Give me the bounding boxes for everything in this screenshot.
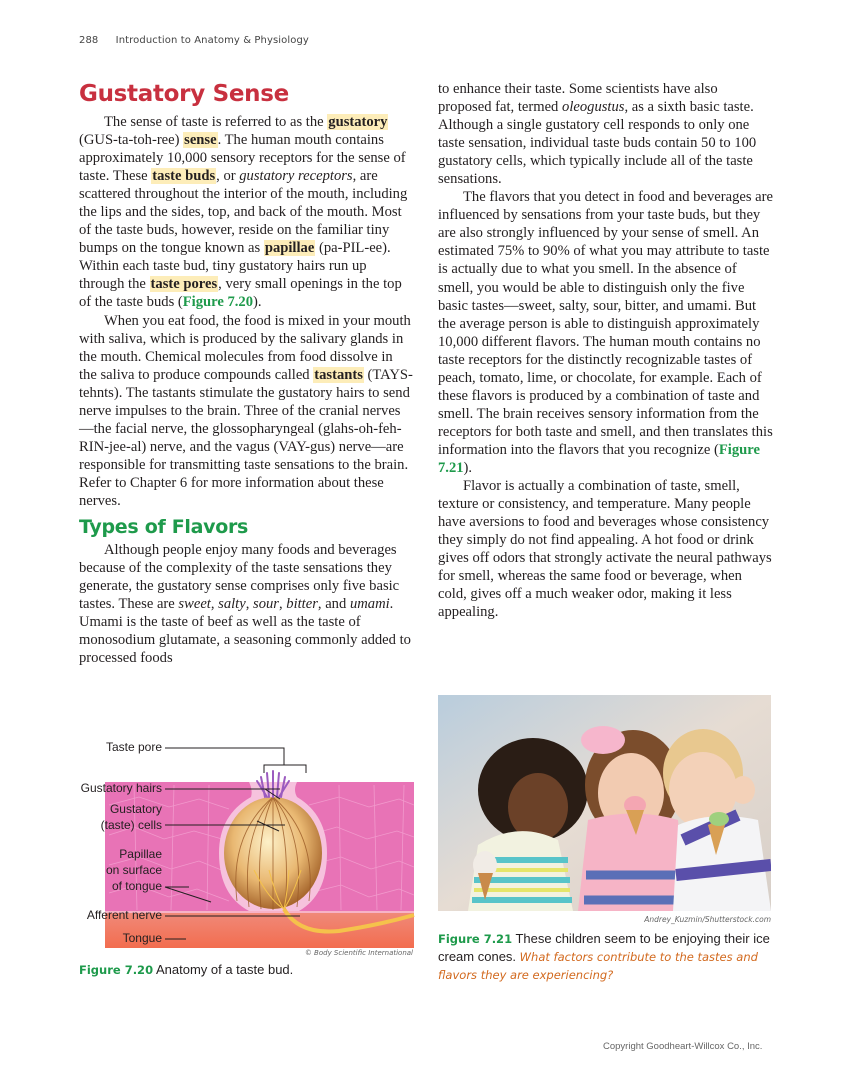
figure-taste-bud-diagram <box>79 735 415 980</box>
figure-7-21-caption: Figure 7.21 These children seem to be enjoying their ice cream cones. What factors contribute to the tastes and flavors they are experiencing? <box>438 931 770 982</box>
section-title: Gustatory Sense <box>79 81 289 107</box>
label-gustatory-hairs: Gustatory hairs <box>80 781 162 795</box>
paragraph-smell-influence: The flavors that you detect in food and beverages are influenced by sensations from your taste buds, but they are also strongly influenced by your sense of smell. An estimated 75% to 90% of what you may attribute to taste is actually due to what you smell. In the absence of smell, you would be able to distinguish only the five basic tastes—sweet, salty, sour, bitter, and umami. But the average person is able to distinguish approximately 10,000 different flavors. The human mouth contains no taste receptors for the distinctly recognizable tastes of peach, tomato, lime, or chocolate, for example. Each of these flavors is produced by a combination of taste and smell. The brain receives sensory information from the receptors for both taste and smell, and then translates this information into the flavors that you recognize (Figure 7.21). <box>438 189 773 476</box>
label-afferent-nerve: Afferent nerve <box>86 908 162 922</box>
label-taste-pore: Taste pore <box>105 740 162 754</box>
figure-7-20-caption: Figure 7.20 Anatomy of a taste bud. <box>79 962 294 977</box>
page-number: 288 <box>79 35 99 46</box>
key-term-gustatory: gustatory <box>328 114 388 130</box>
figure-ref-7-20[interactable]: Figure 7.20 <box>182 294 254 311</box>
paragraph-flavor-factors: Flavor is actually a combination of taste, smell, texture or consistency, and temperature. Many people have aversions to food and beverages whose consistency they simply do not find appealing. A hot food or drink gives off odors that strongly activate the neural pathways for smell, whereas the same food or beverage, when cold, gives off a much weaker odor, making it less appealing. <box>438 478 772 621</box>
left-column <box>79 80 414 667</box>
label-gustatory-cells-line1: Gustatory <box>109 802 162 816</box>
children-photo-image <box>438 695 771 911</box>
book-title: Introduction to Anatomy & Physiology <box>115 35 309 46</box>
running-head <box>79 35 309 46</box>
figure-7-20-credit: © Body Scientific International <box>304 949 413 957</box>
label-papillae-line2: on surface <box>105 863 162 877</box>
key-term-sense: sense <box>184 132 217 149</box>
figure-7-21-credit: Andrey_Kuzmin/Shutterstock.com <box>644 915 771 924</box>
label-papillae-line3: of tongue <box>111 879 162 893</box>
key-term-taste-pores: taste pores <box>150 276 218 293</box>
figure-7-21-question: What factors contribute to the tastes and flavors they are experiencing? <box>438 950 758 982</box>
key-term-tastants: tastants <box>314 366 363 383</box>
copyright-footer: Copyright Goodheart-Willcox Co., Inc. <box>603 1041 763 1052</box>
key-term-taste-buds: taste buds <box>152 168 216 185</box>
right-column <box>438 80 773 621</box>
key-term-papillae: papillae <box>264 240 315 257</box>
label-tongue: Tongue <box>122 931 162 945</box>
paragraph-tastants: When you eat food, the food is mixed in your mouth with saliva, which is produced by the salivary glands in the mouth. Chemical molecules from food dissolve in the saliva to produce compounds called tastants (TAYS-tehnts). The tastants stimulate the gustatory hairs to send nerve impulses to the brain. Three of the cranial nerves—the facial nerve, the glossopharyngeal (glahs-oh-feh-RIN-jee-al) nerve, and the vagus (VAY-gus) nerve—are responsible for transmitting taste sensations to the brain. Refer to Chapter 6 for more information about these nerves. <box>79 312 413 509</box>
label-papillae-line1: Papillae <box>119 847 162 861</box>
paragraph-gustatory-intro: The sense of taste is referred to as the gustatory (GUS-ta-toh-ree) sense. The human mouth contains approximately 10,000 sensory receptors for the sense of taste. These taste buds, or gustatory receptors, are scattered throughout the interior of the mouth, including the lips and the sides, top, and back of the mouth. Most of the taste buds, however, reside on the familiar tiny bumps on the tongue known as papillae (pa-PIL-ee). Within each taste bud, tiny gustatory hairs run up through the taste pores, very small openings in the top of the taste buds (Figure 7.20). <box>79 114 408 311</box>
paragraph-basic-tastes: Although people enjoy many foods and beverages because of the complexity of the taste sensations they generate, the gustatory sense comprises only five basic tastes. These are sweet, salty, sour, bitter, and umami. Umami is the taste of beef as well as the taste of monosodium glutamate, a seasoning commonly added to processed foods <box>79 542 411 667</box>
figure-7-21-number: Figure 7.21 <box>438 932 513 946</box>
figure-children-ice-cream-photo <box>438 695 771 911</box>
label-gustatory-cells-line2: (taste) cells <box>100 818 162 832</box>
figure-ref-7-21[interactable]: Figure 7.21 <box>438 441 760 476</box>
paragraph-basic-tastes-continued: to enhance their taste. Some scientists have also proposed fat, termed oleogustus, as a sixth basic taste. Although a single gustatory cell responds to only one taste sensation, individual taste buds contain 50 to 100 gustatory cells, which typically include all of the taste sensations. <box>438 81 757 188</box>
subsection-title: Types of Flavors <box>79 516 249 539</box>
figure-7-20-number: Figure 7.20 <box>79 963 154 977</box>
